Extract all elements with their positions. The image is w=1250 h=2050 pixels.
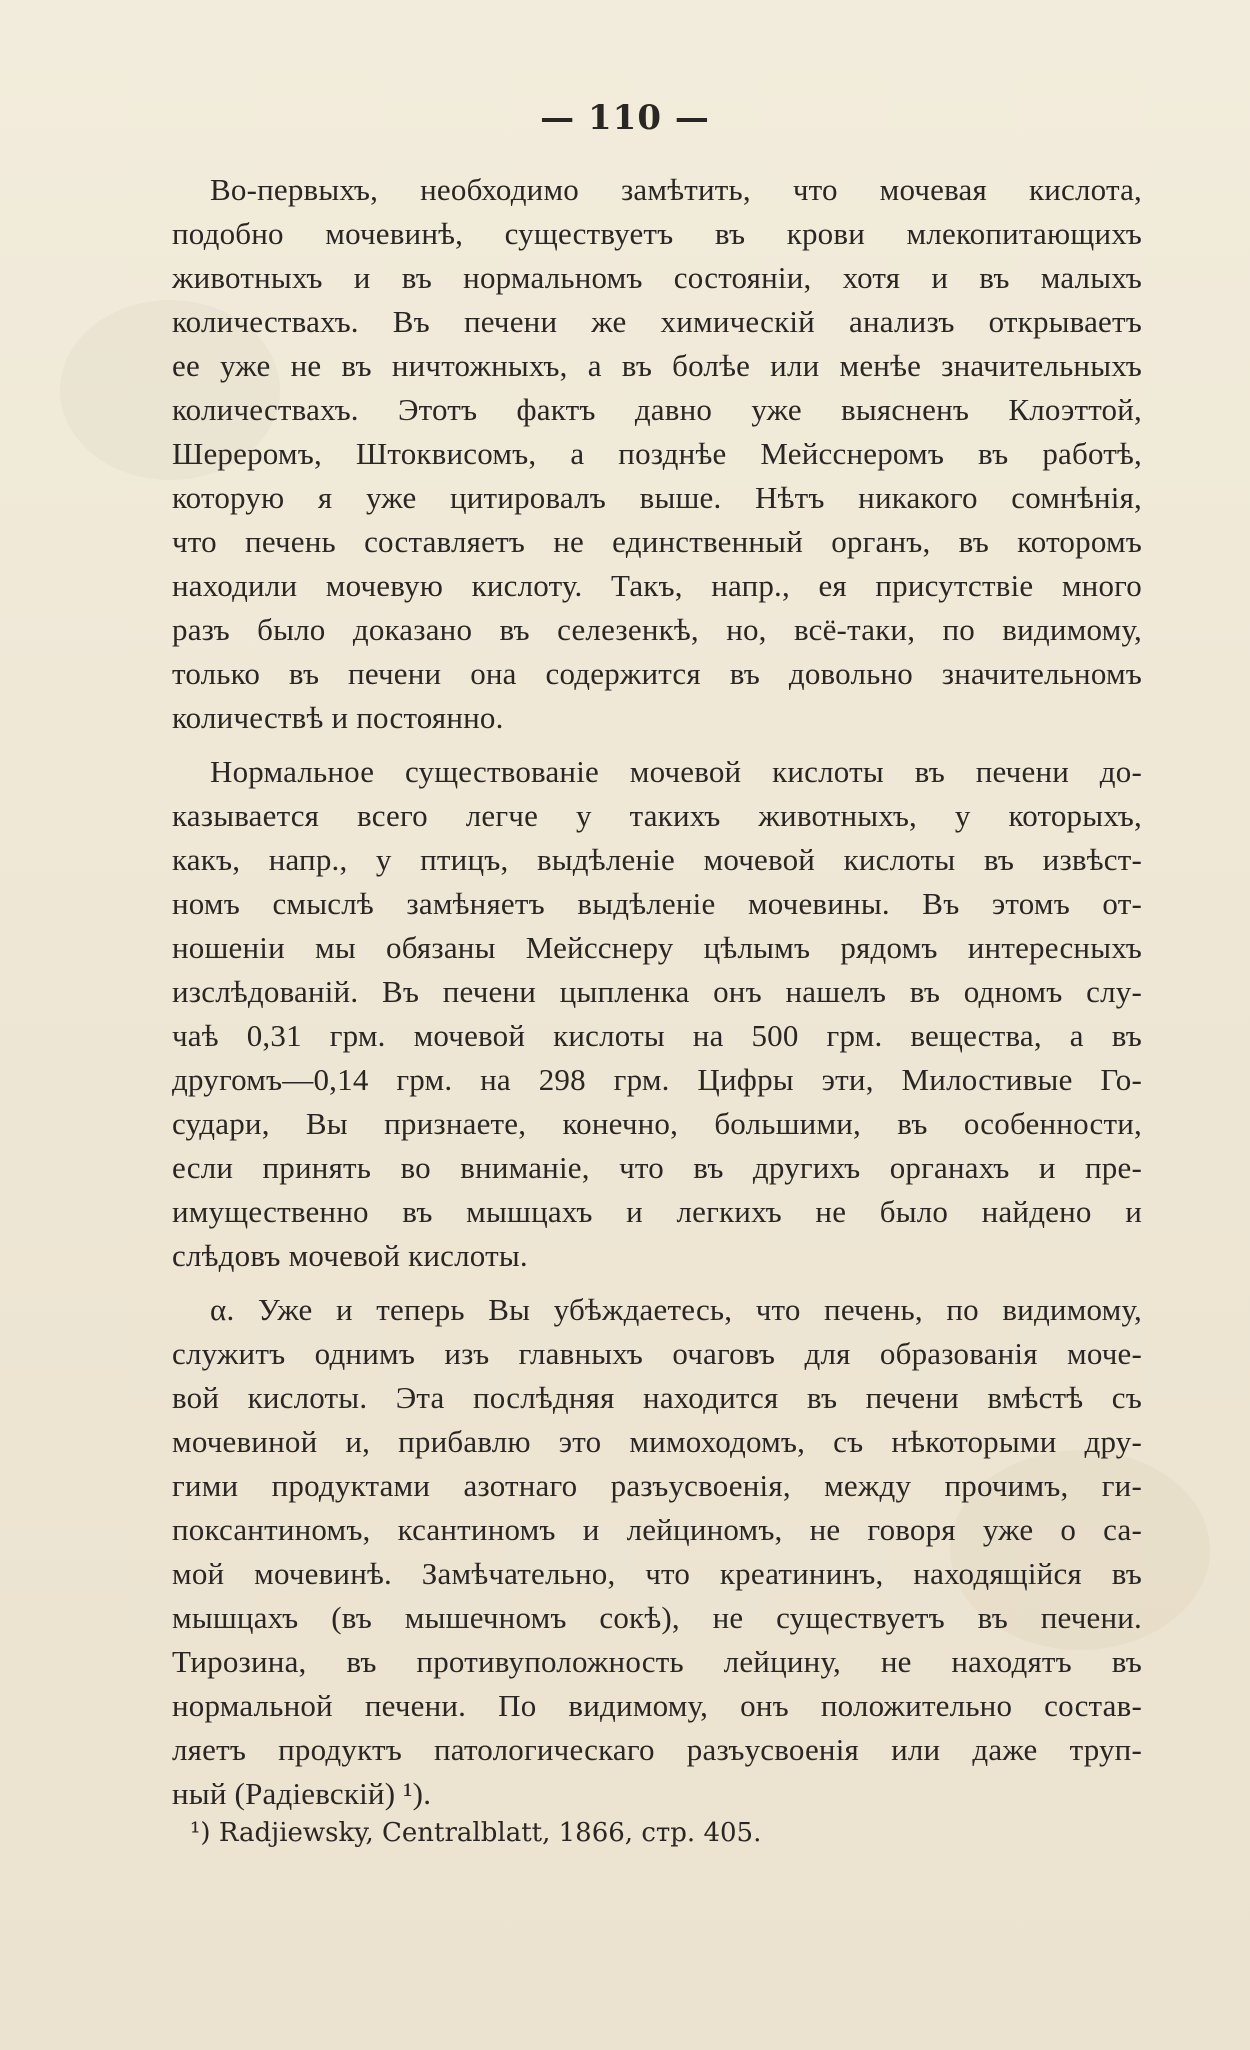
text-line: казывается всего легче у такихъ животныхъ, у которыхъ, bbox=[172, 798, 1142, 833]
text-line: служитъ однимъ изъ главныхъ очаговъ для образованія моче- bbox=[172, 1336, 1142, 1371]
text-line: имущественно въ мышцахъ и легкихъ не было найдено и bbox=[172, 1194, 1142, 1229]
page-number: — 110 — bbox=[540, 98, 710, 138]
text-line: номъ смыслѣ замѣняетъ выдѣленіе мочевины. Въ этомъ от- bbox=[172, 886, 1142, 921]
text-line: судари, Вы признаете, конечно, большими, въ особенности, bbox=[172, 1106, 1142, 1141]
paragraph bbox=[172, 750, 1142, 1278]
text-line: мочевиной и, прибавлю это мимоходомъ, съ нѣкоторыми дру- bbox=[172, 1424, 1142, 1459]
text-line: разъ было доказано въ селезенкѣ, но, всё-таки, по видимому, bbox=[172, 612, 1142, 647]
text-line: слѣдовъ мочевой кислоты. bbox=[172, 1238, 528, 1273]
text-line: животныхъ и въ нормальномъ состояніи, хотя и въ малыхъ bbox=[172, 260, 1142, 295]
text-line: чаѣ 0,31 грм. мочевой кислоты на 500 грм. вещества, а въ bbox=[172, 1018, 1142, 1053]
text-line: ный (Радіевскій) ¹). bbox=[172, 1776, 432, 1811]
text-line: количествахъ. Въ печени же химическій анализъ открываетъ bbox=[172, 304, 1142, 339]
text-line: что печень составляетъ не единственный органъ, въ которомъ bbox=[172, 524, 1142, 559]
text-line: Шереромъ, Штоквисомъ, а позднѣе Мейсснеромъ въ работѣ, bbox=[172, 436, 1142, 471]
text-line: Нормальное существованіе мочевой кислоты въ печени до- bbox=[210, 754, 1142, 789]
text-line: изслѣдованій. Въ печени цыпленка онъ нашелъ въ одномъ слу- bbox=[172, 974, 1142, 1009]
paragraph bbox=[172, 168, 1142, 740]
text-line: которую я уже цитировалъ выше. Нѣтъ никакого сомнѣнія, bbox=[172, 480, 1142, 515]
body-text bbox=[172, 168, 1142, 1816]
text-line: подобно мочевинѣ, существуетъ въ крови млекопитающихъ bbox=[172, 216, 1142, 251]
text-line: находили мочевую кислоту. Такъ, напр., ея присутствіе много bbox=[172, 568, 1142, 603]
text-line: α. Уже и теперь Вы убѣждаетесь, что печень, по видимому, bbox=[210, 1292, 1142, 1327]
footnote: ¹) Radjiewsky, Centralblatt, 1866, стр. 405. bbox=[190, 1818, 762, 1848]
text-line: какъ, напр., у птицъ, выдѣленіе мочевой кислоты въ извѣст- bbox=[172, 842, 1142, 877]
paragraph bbox=[172, 1288, 1142, 1816]
text-line: вой кислоты. Эта послѣдняя находится въ печени вмѣстѣ съ bbox=[172, 1380, 1142, 1415]
text-line: поксантиномъ, ксантиномъ и лейциномъ, не говоря уже о са- bbox=[172, 1512, 1142, 1547]
text-line: гими продуктами азотнаго разъусвоенія, между прочимъ, ги- bbox=[172, 1468, 1142, 1503]
text-line: количествахъ. Этотъ фактъ давно уже выясненъ Клоэттой, bbox=[172, 392, 1142, 427]
text-line: ляетъ продуктъ патологическаго разъусвоенія или даже труп- bbox=[172, 1732, 1142, 1767]
text-line: если принять во вниманіе, что въ другихъ органахъ и пре- bbox=[172, 1150, 1142, 1185]
text-line: Тирозина, въ противуположность лейцину, не находятъ въ bbox=[172, 1644, 1142, 1679]
text-line: количествѣ и постоянно. bbox=[172, 700, 504, 735]
paragraph-gap bbox=[172, 740, 1142, 750]
text-line: мышцахъ (въ мышечномъ сокѣ), не существуетъ въ печени. bbox=[172, 1600, 1142, 1635]
text-line: другомъ—0,14 грм. на 298 грм. Цифры эти, Милостивые Го- bbox=[172, 1062, 1142, 1097]
paragraph-gap bbox=[172, 1278, 1142, 1288]
text-line: ее уже не въ ничтожныхъ, а въ болѣе или менѣе значительныхъ bbox=[172, 348, 1142, 383]
text-line: только въ печени она содержится въ довольно значительномъ bbox=[172, 656, 1142, 691]
text-line: нормальной печени. По видимому, онъ положительно состав- bbox=[172, 1688, 1142, 1723]
text-line: Во-первыхъ, необходимо замѣтить, что мочевая кислота, bbox=[210, 172, 1142, 207]
text-line: ношеніи мы обязаны Мейсснеру цѣлымъ рядомъ интересныхъ bbox=[172, 930, 1142, 965]
text-line: мой мочевинѣ. Замѣчательно, что креатининъ, находящійся въ bbox=[172, 1556, 1142, 1591]
